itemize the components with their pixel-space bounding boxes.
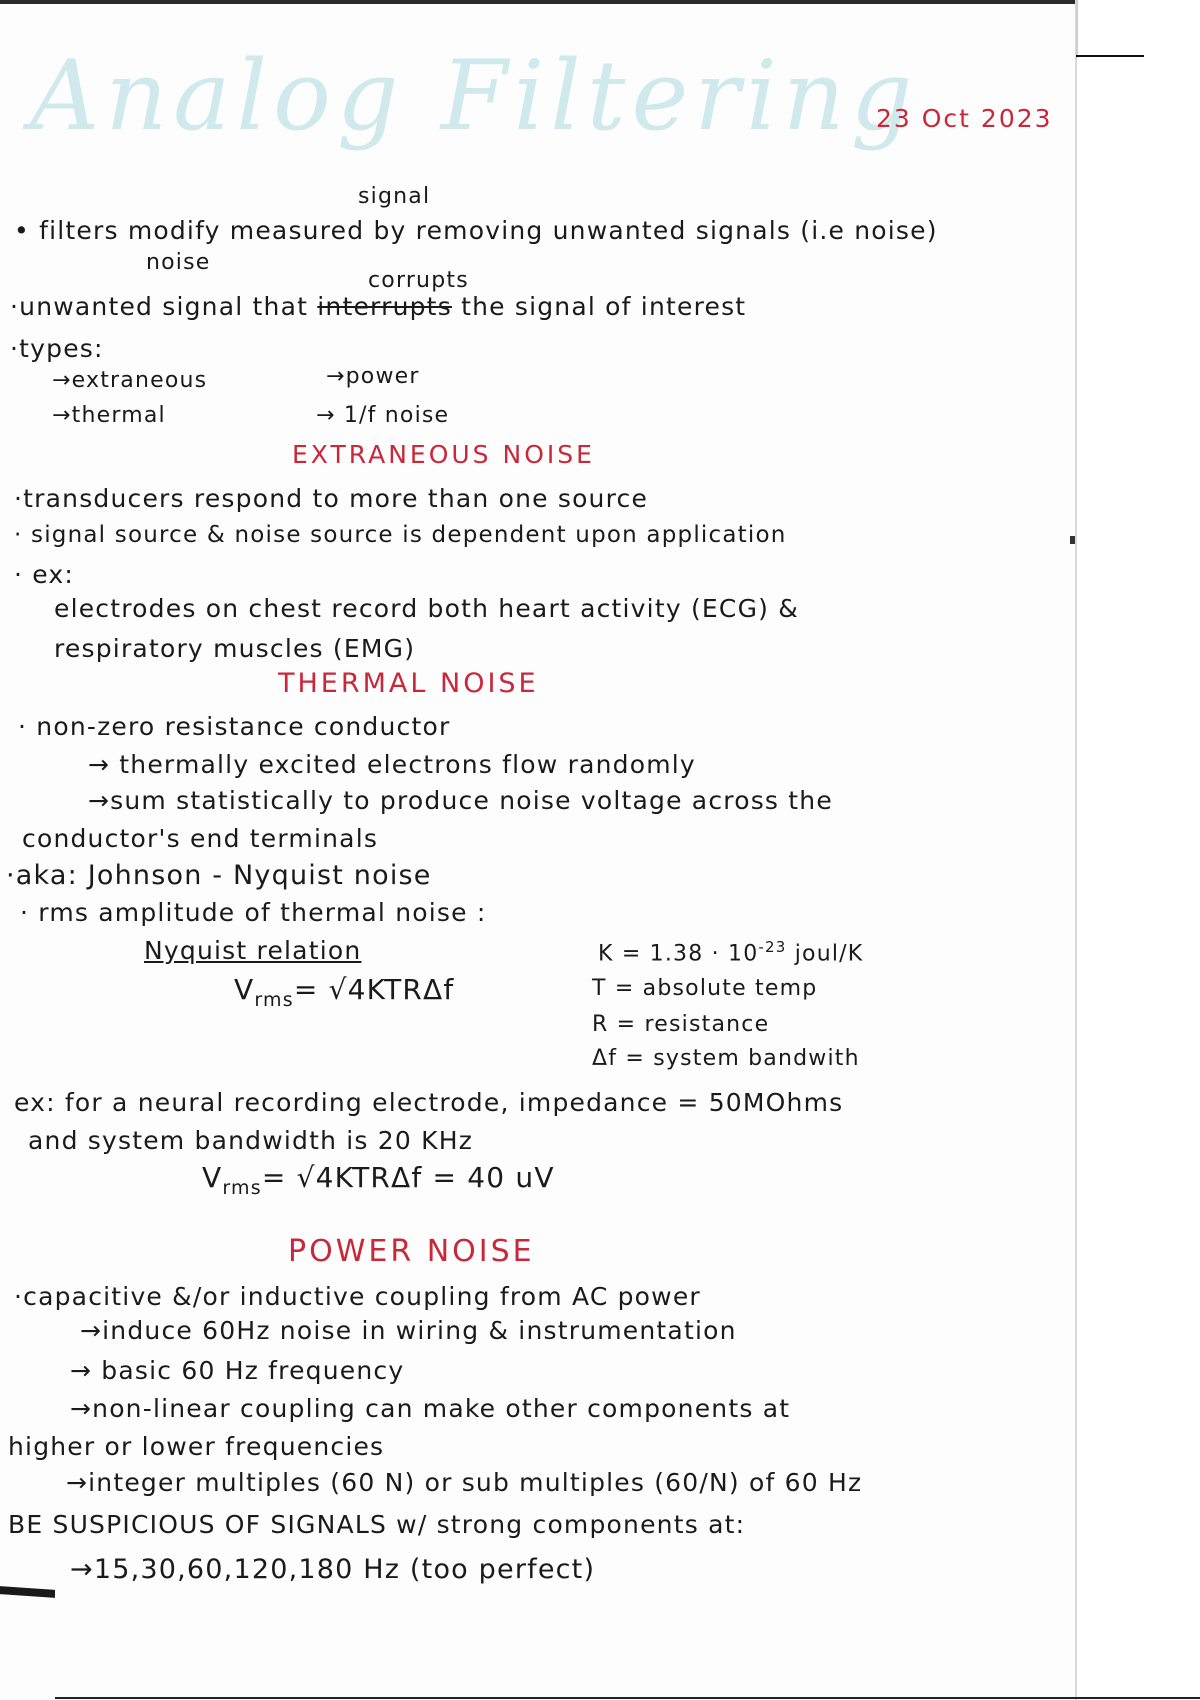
struck-word: interrupts: [317, 292, 452, 321]
nyquist-formula: [234, 973, 455, 1011]
extraneous-line-1: ·transducers respond to more than one source: [14, 484, 649, 513]
intro-line1-start: • filters modify measured: [14, 216, 365, 245]
formula-v: V: [234, 973, 255, 1006]
power-line-1: ·capacitive &/or inductive coupling from AC power: [14, 1282, 701, 1311]
intro-line1-rest: by removing unwanted signals (i.e noise): [373, 216, 938, 245]
power-line-5: higher or lower frequencies: [8, 1432, 385, 1461]
def-r: R = resistance: [592, 1012, 770, 1037]
extraneous-line-2: · signal source & noise source is dependent upon application: [14, 522, 787, 548]
intro-line2-rest: the signal of interest: [461, 292, 747, 321]
power-line-8: →15,30,60,120,180 Hz (too perfect): [70, 1554, 596, 1585]
thermal-line-2: → thermally excited electrons flow randomly: [88, 750, 696, 779]
power-line-3: → basic 60 Hz frequency: [70, 1356, 405, 1385]
types-label: ·types:: [10, 334, 104, 363]
bottom-rule: [55, 1697, 1200, 1699]
intro-line1: [14, 218, 938, 243]
extraneous-line-4: electrodes on chest record both heart activity (ECG) &: [54, 594, 799, 623]
thermal-line-6: · rms amplitude of thermal noise :: [20, 898, 487, 927]
thermal-line-1: · non-zero resistance conductor: [18, 712, 451, 741]
type-power: →power: [326, 364, 420, 389]
thermal-line-4: conductor's end terminals: [22, 824, 379, 853]
intro-line2: [10, 294, 746, 319]
example-subscript: rms: [222, 1177, 262, 1199]
insert-corrupts: corrupts: [368, 268, 469, 293]
def-k-value: K = 1.38 · 10: [598, 941, 759, 967]
power-line-4: →non-linear coupling can make other components at: [70, 1394, 791, 1423]
example-rhs: = √4KTRΔf = 40 uV: [261, 1161, 555, 1194]
margin-mark: [1070, 536, 1075, 544]
type-1f: → 1/f noise: [316, 403, 450, 428]
def-k: [598, 940, 863, 965]
extraneous-line-5: respiratory muscles (EMG): [54, 634, 416, 663]
page-divider: [1076, 0, 1078, 58]
power-line-6: →integer multiples (60 N) or sub multiples (60/N) of 60 Hz: [66, 1468, 863, 1497]
power-line-7: BE SUSPICIOUS OF SIGNALS w/ strong components at:: [8, 1510, 746, 1539]
top-edge: [0, 0, 1075, 4]
def-k-exponent: -23: [758, 938, 787, 956]
example-line-2: and system bandwidth is 20 KHz: [28, 1126, 474, 1155]
example-v: V: [202, 1161, 223, 1194]
margin-tab-line: [1076, 55, 1144, 57]
heading-thermal: THERMAL NOISE: [278, 668, 539, 699]
type-thermal: →thermal: [52, 403, 166, 428]
noise-label: noise: [146, 250, 211, 275]
def-k-unit: joul/K: [794, 941, 864, 967]
thermal-line-3: →sum statistically to produce noise voltage across the: [88, 786, 833, 815]
example-formula: [202, 1161, 555, 1199]
insert-signal: signal: [358, 184, 431, 209]
type-extraneous: →extraneous: [52, 368, 208, 393]
power-line-2: →induce 60Hz noise in wiring & instrumentation: [80, 1316, 737, 1345]
def-t: T = absolute temp: [592, 976, 818, 1001]
page-date: 23 Oct 2023: [876, 104, 1053, 133]
extraneous-line-3: · ex:: [14, 560, 75, 589]
def-df: Δf = system bandwith: [592, 1046, 860, 1071]
heading-extraneous: EXTRANEOUS NOISE: [292, 440, 595, 469]
nyquist-relation-label: Nyquist relation: [144, 936, 362, 965]
intro-line2-start: ·unwanted signal that: [10, 292, 309, 321]
formula-rhs: = √4KTRΔf: [293, 973, 455, 1006]
page-title: Analog Filtering: [30, 40, 919, 152]
thermal-line-5: ·aka: Johnson - Nyquist noise: [6, 860, 432, 891]
example-line-1: ex: for a neural recording electrode, impedance = 50MOhms: [14, 1088, 844, 1117]
formula-subscript: rms: [254, 989, 294, 1011]
heading-power: POWER NOISE: [288, 1234, 535, 1269]
